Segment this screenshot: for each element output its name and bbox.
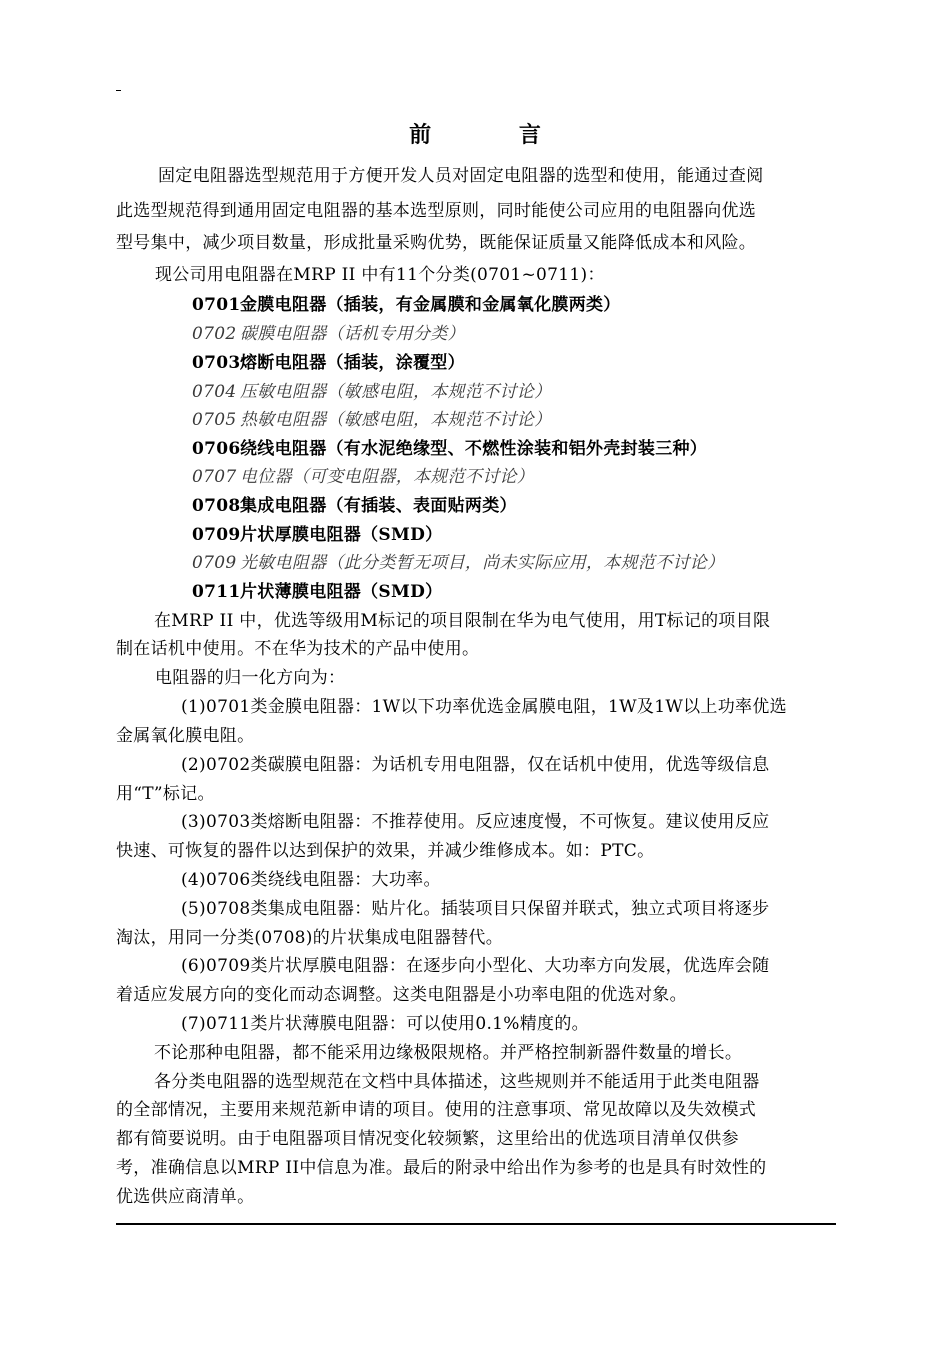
body-line: 淘汰，用同一分类(0708)的片状集成电阻器替代。: [116, 928, 504, 948]
page-title: 前 言: [409, 122, 581, 148]
body-line: 用“T”标记。: [116, 784, 215, 804]
body-line: 电阻器的归一化方向为：: [155, 668, 346, 688]
body-line: 各分类电阻器的选型规范在文档中具体描述，这些规则并不能适用于此类电阻器: [154, 1072, 760, 1092]
body-line: (2)0702类碳膜电阻器：为话机专用电阻器，仅在话机中使用，优选等级信息: [181, 755, 770, 775]
category-item: 0702 碳膜电阻器（话机专用分类）: [192, 324, 465, 344]
intro-line: 此选型规范得到通用固定电阻器的基本选型原则，同时能使公司应用的电阻器向优选: [116, 201, 757, 221]
category-item: 0705 热敏电阻器（敏感电阻，本规范不讨论）: [192, 410, 552, 430]
category-item: 0709 光敏电阻器（此分类暂无项目，尚未实际应用，本规范不讨论）: [192, 553, 725, 573]
body-line: 着适应发展方向的变化而动态调整。这类电阻器是小功率电阻的优选对象。: [116, 985, 687, 1005]
body-line: (6)0709类片状厚膜电阻器：在逐步向小型化、大功率方向发展，优选库会随: [181, 956, 770, 976]
body-line: 在MRP II 中，优选等级用M标记的项目限制在华为电气使用，用T标记的项目限: [154, 611, 771, 631]
body-line: 制在话机中使用。不在华为技术的产品中使用。: [116, 639, 480, 659]
body-line: (1)0701类金膜电阻器：1W以下功率优选金属膜电阻，1W及1W以上功率优选: [181, 697, 787, 717]
category-item: 0703熔断电阻器（插装，涂覆型）: [192, 353, 465, 373]
category-item: 0708集成电阻器（有插装、表面贴两类）: [192, 496, 517, 516]
body-line: 考，准确信息以MRP II中信息为准。最后的附录中给出作为参考的也是具有时效性的: [116, 1158, 767, 1178]
category-item: 0711片状薄膜电阻器（SMD）: [192, 582, 443, 602]
body-line: 的全部情况，主要用来规范新申请的项目。使用的注意事项、常见故障以及失效模式: [116, 1100, 757, 1120]
category-item: 0701金膜电阻器（插装，有金属膜和金属氧化膜两类）: [192, 295, 621, 315]
intro-line: 现公司用电阻器在MRP II 中有11个分类(0701~0711)：: [155, 265, 605, 285]
intro-line: 型号集中，减少项目数量，形成批量采购优势，既能保证质量又能降低成本和风险。: [116, 233, 757, 253]
footer-rule: [116, 1223, 836, 1225]
category-item: 0707 电位器（可变电阻器，本规范不讨论）: [192, 467, 535, 487]
body-line: (4)0706类绕线电阻器：大功率。: [181, 870, 441, 890]
intro-line: 固定电阻器选型规范用于方便开发人员对固定电阻器的选型和使用，能通过查阅: [158, 166, 764, 186]
body-line: (7)0711类片状薄膜电阻器：可以使用0.1%精度的。: [181, 1014, 589, 1034]
body-line: (5)0708类集成电阻器：贴片化。插装项目只保留并联式，独立式项目将逐步: [181, 899, 770, 919]
category-item: 0709片状厚膜电阻器（SMD）: [192, 525, 443, 545]
header-mark: [116, 90, 121, 91]
category-item: 0706绕线电阻器（有水泥绝缘型、不燃性涂装和铝外壳封装三种）: [192, 439, 708, 459]
body-line: 金属氧化膜电阻。: [116, 726, 255, 746]
body-line: 优选供应商清单。: [116, 1187, 255, 1207]
body-line: 快速、可恢复的器件以达到保护的效果，并减少维修成本。如：PTC。: [116, 841, 655, 861]
category-item: 0704 压敏电阻器（敏感电阻，本规范不讨论）: [192, 382, 552, 402]
body-line: 不论那种电阻器，都不能采用边缘极限规格。并严格控制新器件数量的增长。: [154, 1043, 743, 1063]
body-line: 都有简要说明。由于电阻器项目情况变化较频繁，这里给出的优选项目清单仅供参: [116, 1129, 739, 1149]
body-line: (3)0703类熔断电阻器：不推荐使用。反应速度慢，不可恢复。建议使用反应: [181, 812, 770, 832]
